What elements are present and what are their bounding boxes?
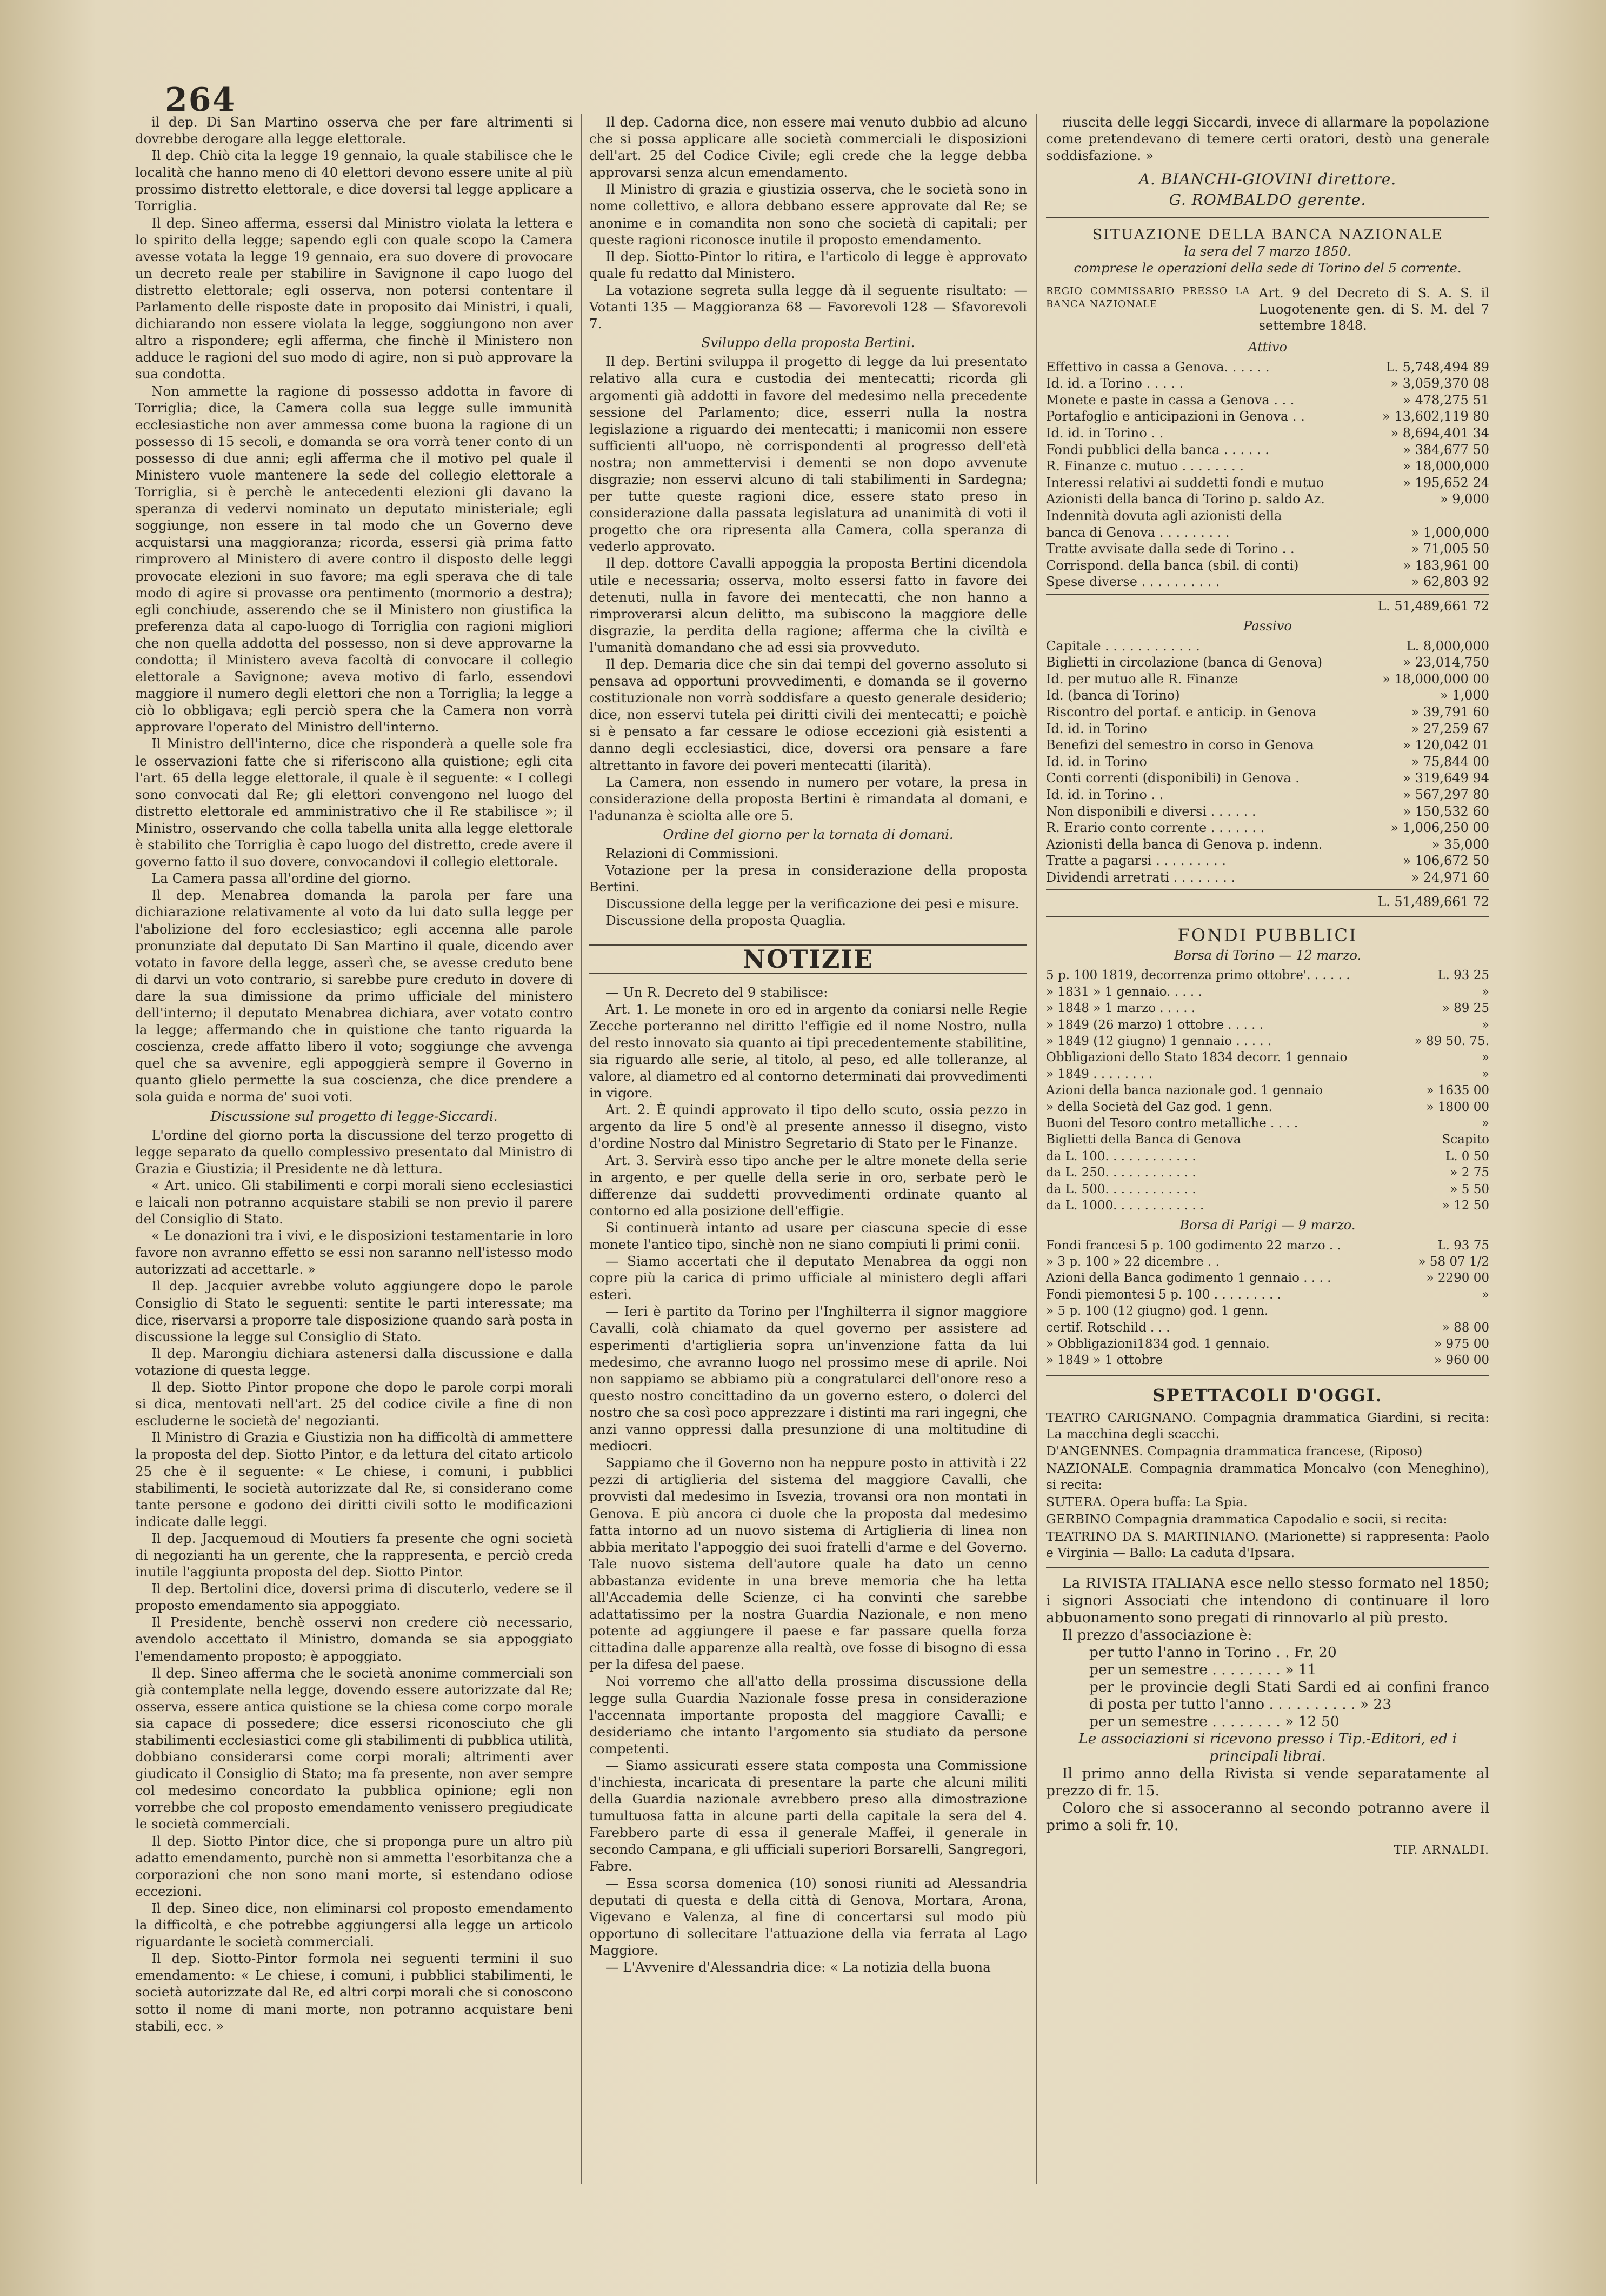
- divider: [1046, 217, 1489, 218]
- attivo-row-label: Corrispond. della banca (sbil. di conti): [1046, 557, 1299, 573]
- attivo-heading: Attivo: [1248, 339, 1287, 355]
- notizie-paragraph: — L'Avvenire d'Alessandria dice: « La notizia della buona: [605, 1959, 991, 1975]
- passivo-row-label: Riscontro del portaf. e anticip. in Genova: [1046, 704, 1317, 720]
- torino-row-value: »: [1481, 1017, 1489, 1032]
- report-paragraph: Ordine del giorno per la tornata di domani.: [663, 826, 954, 842]
- passivo-row-value: » 1,006,250 00: [1390, 820, 1489, 836]
- attivo-row: [1046, 574, 1489, 590]
- passivo-row: [1046, 638, 1489, 655]
- report-paragraph: Relazioni di Commissioni.: [605, 846, 779, 862]
- report-paragraph: Il dep. Siotto-Pintor lo ritira, e l'articolo di legge è approvato quale fu redatto dal Ministero.: [589, 248, 1027, 281]
- attivo-row-label: Azionisti della banca di Torino p. saldo Az.: [1046, 491, 1325, 507]
- parigi-row: [1046, 1352, 1489, 1368]
- report-paragraph: Discussione della proposta Quaglia.: [605, 913, 847, 929]
- torino-row: [1046, 1132, 1489, 1148]
- passivo-row: [1046, 803, 1489, 820]
- attivo-row: [1046, 408, 1489, 425]
- torino-row: [1046, 967, 1489, 983]
- bank-commissioner: REGIO COMMISSARIO PRESSO LA BANCA NAZIONALE: [1046, 285, 1250, 310]
- attivo-row-label: banca di Genova . . . . . . . . .: [1046, 524, 1230, 540]
- parigi-row-value: »: [1481, 1287, 1489, 1302]
- attivo-row: [1046, 458, 1489, 475]
- torino-row-label: » della Società del Gaz god. 1 genn.: [1046, 1100, 1272, 1114]
- torino-row-label: da L. 500. . . . . . . . . . . .: [1046, 1182, 1196, 1196]
- notizie-paragraph: — Ieri è partito da Torino per l'Inghilterra il signor maggiore Cavalli, colà chiamato da quel governo per assistere ad esperimenti d'artiglieria sopra un'invenzione fatta da lui medesimo, che avranno luogo nel prossimo mese di aprile. Noi non sappiamo se abbiamo più a congratularci dell'onore reso a questo nostro concittadino da un governo estero, o dolerci del nostro che sa così poco apprezzare i distinti ma rari ingegni, che anzi vanno oppressi dalla presunzione di una moltitudine di mediocri.: [589, 1303, 1027, 1454]
- passivo-row-value: » 24,971 60: [1411, 869, 1489, 885]
- attivo-row-label: Portafoglio e anticipazioni in Genova . .: [1046, 409, 1305, 424]
- torino-row-label: Buoni del Tesoro contro metalliche . . . .: [1046, 1116, 1298, 1130]
- torino-row-label: da L. 250. . . . . . . . . . . .: [1046, 1166, 1196, 1180]
- borsa-parigi-heading: Borsa di Parigi — 9 marzo.: [1179, 1217, 1356, 1233]
- borsa-torino-heading: Borsa di Torino — 12 marzo.: [1174, 948, 1362, 963]
- spettacolo-item: NAZIONALE. Compagnia drammatica Moncalvo (con Meneghino), si recita:: [1046, 1460, 1489, 1492]
- torino-row-label: da L. 100. . . . . . . . . . . .: [1046, 1149, 1196, 1163]
- attivo-row-value: » 195,652 24: [1403, 475, 1489, 490]
- bank-subtitle: comprese le operazioni della sede di Torino del 5 corrente.: [1074, 261, 1462, 276]
- spettacoli-title: SPETTACOLI D'OGGI.: [1152, 1385, 1383, 1406]
- passivo-row: [1046, 770, 1489, 787]
- passivo-row: [1046, 704, 1489, 721]
- torino-row: [1046, 1066, 1489, 1082]
- column-parliament-notizie: [589, 114, 1027, 2244]
- parigi-row-value: » 58 07 1/2: [1418, 1254, 1489, 1269]
- notizie-section: [589, 984, 1027, 1976]
- parigi-row: [1046, 1237, 1489, 1254]
- passivo-row: [1046, 721, 1489, 737]
- attivo-row-label: Fondi pubblici della banca . . . . . .: [1046, 442, 1269, 457]
- passivo-row-label: Biglietti in circolazione (banca di Genova): [1046, 655, 1323, 670]
- passivo-row-label: Id. per mutuo alle R. Finanze: [1046, 671, 1238, 687]
- report-paragraph: Il dep. Siotto Pintor propone che dopo le parole corpi morali si dica, mentovati nell'art. 25 del codice civile a fine di non escluderne le società de' negozianti.: [135, 1379, 573, 1429]
- attivo-row-label: Spese diverse . . . . . . . . . .: [1046, 574, 1220, 590]
- parigi-row: [1046, 1270, 1489, 1286]
- report-paragraph: Il dep. Sineo dice, non eliminarsi col proposto emendamento la difficoltà, e che potrebbe aggiungersi alla legge un articolo riguardante le società commerciali.: [135, 1900, 573, 1950]
- parigi-row-value: » 88 00: [1442, 1320, 1489, 1335]
- price-line: per un semestre . . . . . . . . » 11: [1089, 1661, 1317, 1678]
- report-paragraph: Discussione della legge per la verificazione dei pesi e misure.: [605, 896, 1019, 912]
- attivo-row-value: » 71,005 50: [1411, 541, 1489, 557]
- parigi-row-value: L. 93 75: [1437, 1238, 1489, 1253]
- passivo-row-value: » 27,259 67: [1411, 721, 1489, 736]
- report-paragraph: Il dep. Jacquier avrebbe voluto aggiungere dopo le parole Consiglio di Stato le seguenti: sentite le parti interessate; ma dice, riservarsi a proporre tale disposizione quando sarà posta in discussione la legge sul Consiglio di Stato.: [135, 1278, 573, 1345]
- attivo-row-value: » 183,961 00: [1403, 557, 1489, 573]
- spettacoli-list: [1046, 1409, 1489, 1561]
- report-paragraph: Discussione sul progetto di legge-Siccardi.: [210, 1108, 498, 1124]
- report-paragraph: Il dep. Bertini sviluppa il progetto di legge da lui presentato relativo alla cura e custodia dei mentecatti; ricorda gli argomenti già addotti in favore del medesimo nella precedente sessione del Parlamento; dice, esserri nulla la nostra legislazione a riguardo dei mentecatti; i manicomii non essere sufficienti all'uopo, nè corrispondenti al progresso dell'età nostra; non ammettervisi i dementi se non dopo avvenute disgrazie; non esservi alcuno di tali stabilimenti in Sardegna; per tutte queste ragioni dice, essere stato preso in considerazione dalla passata legislatura ad unanimità di voti il progetto che ora ripresenta alla Camera, colla speranza di vederlo approvato.: [589, 354, 1027, 555]
- report-paragraph: Il dep. Menabrea domanda la parola per fare una dichiarazione relativamente al voto da lui dato sulla legge per l'abolizione del foro ecclesiastico; egli accenna alle parole pronunziate dal deputato Di San Martino il quale, dicendo aver votato in favore della legge, asserì che, se avesse creduto bene di darvi un voto contrario, si sarebbe pure creduto in dovere di dare la sua dimissione da primo ufficiale del ministero dell'interno; il deputato Menabrea dichiara, aver votato contro la legge; affermando che in quistione che tanto riguarda la coscienza, crede affatto libero il voto; soggiunge che avvenga quel che sa avvenire, egli appoggierà sempre il Governo in quanto glielo permette la sua coscienza, che dice prendere a sola guida e norma de' suoi voti.: [135, 887, 573, 1105]
- parigi-row-label: » 3 p. 100 » 22 dicembre . .: [1046, 1254, 1220, 1269]
- notizie-paragraph: — Siamo accertati che il deputato Menabrea da oggi non copre più la carica di primo ufficiale al ministero degli affari esteri.: [589, 1253, 1027, 1303]
- torino-row-label: Biglietti della Banca di Genova: [1046, 1133, 1241, 1147]
- passivo-row-value: L. 8,000,000: [1406, 638, 1489, 654]
- torino-row: [1046, 1000, 1489, 1016]
- notizie-paragraph: Art. 3. Servirà esso tipo anche per le altre monete della serie in argento, e per quelle della serie in oro, serbate però le differenze dai suddetti provvedimenti ordinate quanto al contorno ed alla posizione dell'effigie.: [589, 1152, 1027, 1219]
- rivista-first-year: Il primo anno della Rivista si vende separatamente al prezzo di fr. 15.: [1046, 1765, 1489, 1799]
- attivo-row: [1046, 541, 1489, 557]
- column-divider: [1036, 114, 1037, 2184]
- attivo-row: [1046, 557, 1489, 574]
- parigi-row-label: certif. Rotschild . . .: [1046, 1320, 1170, 1335]
- torino-row-value: » 2 75: [1450, 1166, 1489, 1180]
- bank-title: SITUAZIONE DELLA BANCA NAZIONALE: [1092, 227, 1443, 244]
- column-bank-market: [1046, 114, 1489, 2222]
- attivo-row: [1046, 392, 1489, 409]
- attivo-table: [1046, 359, 1489, 590]
- passivo-row: [1046, 654, 1489, 671]
- passivo-row-label: R. Erario conto corrente . . . . . . .: [1046, 820, 1265, 836]
- report-paragraph: « Le donazioni tra i vivi, e le disposizioni testamentarie in loro favore non avranno effetto se essi non saranno nell'istesso modo autorizzati ad accettarle. »: [135, 1228, 573, 1277]
- attivo-row-label: Monete e paste in cassa a Genova . . .: [1046, 392, 1295, 408]
- avvenire-quote-end: riuscita delle leggi Siccardi, invece di allarmare la popolazione come pretendevano di temere certi oratori, destò una generale soddisfazione. »: [1046, 114, 1489, 164]
- price-line: per tutto l'anno in Torino . . Fr. 20: [1089, 1643, 1337, 1661]
- torino-row-value: L. 0 50: [1445, 1149, 1489, 1163]
- parigi-row-label: Azioni della Banca godimento 1 gennaio . . . .: [1046, 1271, 1331, 1286]
- attivo-row: [1046, 524, 1489, 541]
- report-paragraph: Votazione per la presa in considerazione della proposta Bertini.: [589, 862, 1027, 895]
- passivo-total: L. 51,489,661 72: [1377, 894, 1489, 909]
- attivo-total-row: [1046, 594, 1489, 615]
- torino-row-value: » 1800 00: [1426, 1100, 1489, 1114]
- column-parliament-report: [135, 114, 573, 2244]
- torino-row-value: » 1635 00: [1426, 1083, 1489, 1098]
- torino-row-value: »: [1481, 1067, 1489, 1081]
- torino-row-value: »: [1481, 1050, 1489, 1065]
- column-divider: [581, 114, 582, 2184]
- spettacolo-item: TEATRINO DA S. MARTINIANO. (Marionette) si rappresenta: Paolo e Virginia — Ballo: La caduta d'Ipsara.: [1046, 1528, 1489, 1560]
- divider: [1046, 1375, 1489, 1376]
- report-paragraph: Il dep. Marongiu dichiara astenersi dalla discussione e dalla votazione di questa legge.: [135, 1345, 573, 1378]
- report-paragraph: La Camera, non essendo in numero per votare, la presa in considerazione della proposta Bertini è rimandata al domani, e l'adunanza è sciolta alle ore 5.: [589, 774, 1027, 823]
- torino-row: [1046, 984, 1489, 1000]
- passivo-row-value: » 120,042 01: [1403, 737, 1489, 753]
- parigi-row-label: Fondi piemontesi 5 p. 100 . . . . . . . . .: [1046, 1287, 1282, 1302]
- parigi-row-value: » 975 00: [1434, 1336, 1489, 1351]
- attivo-row-label: Interessi relativi ai suddetti fondi e mutuo: [1046, 475, 1324, 490]
- torino-row: [1046, 1033, 1489, 1049]
- page-number: 264: [165, 81, 236, 119]
- report-paragraph: Il Ministro di grazia e giustizia osserva, che le società sono in nome collettivo, e allora debbano essere approvate dal Re; se anonime e in comandita non sono che società di capitali; per queste ragioni riconosce inutile il proposto emendamento.: [589, 181, 1027, 248]
- parigi-row-value: » 2290 00: [1426, 1271, 1489, 1286]
- attivo-row: [1046, 442, 1489, 458]
- rivista-notice: [1046, 1575, 1489, 1834]
- attivo-row: [1046, 375, 1489, 392]
- passivo-row-label: Dividendi arretrati . . . . . . . .: [1046, 869, 1236, 885]
- attivo-row-value: » 13,602,119 80: [1382, 409, 1489, 424]
- attivo-row-label: Id. id. in Torino . .: [1046, 425, 1164, 441]
- parliament-report-continued: [589, 114, 1027, 929]
- report-paragraph: Il dep. Siotto-Pintor formola nei seguenti termini il suo emendamento: « Le chiese, i comuni, i pubblici stabilimenti, le società autorizzate dal Re, ed altri corpi morali che si conoscono sotto il nome di mani morte, non potranno acquistare beni stabili, ecc. »: [135, 1951, 573, 2034]
- torino-row-value: Scapito: [1442, 1133, 1489, 1147]
- torino-row: [1046, 1197, 1489, 1214]
- passivo-row-value: » 35,000: [1431, 836, 1489, 852]
- passivo-row-label: Id. (banca di Torino): [1046, 688, 1180, 703]
- passivo-row-label: Tratte a pagarsi . . . . . . . . .: [1046, 853, 1226, 869]
- report-paragraph: Il Ministro di Grazia e Giustizia non ha difficoltà di ammettere la proposta del dep. Siotto Pintor, e da lettura del citato articolo 25 che è il seguente: « Le chiese, i comuni, i pubblici stabilimenti, le società autorizzate dal Re, si considerano come tante persone e godono dei diritti civili sotto le modificazioni indicate dalle leggi.: [135, 1429, 573, 1529]
- passivo-row: [1046, 869, 1489, 886]
- notizie-paragraph: Art. 2. È quindi approvato il tipo dello scuto, ossia pezzo in argento da lire 5 ond'è al presente annesso il disegno, visto d'ordine Nostro dal Ministro Segretario di Stato per le Finanze.: [589, 1102, 1027, 1152]
- torino-row-value: » 89 50. 75.: [1414, 1034, 1489, 1048]
- report-paragraph: Il Presidente, benchè osservi non credere ciò necessario, avendolo accettato il Ministro, domanda se sia appoggiato l'emendamento proposto; è appoggiato.: [135, 1614, 573, 1664]
- attivo-row-label: Indennità dovuta agli azionisti della: [1046, 508, 1282, 523]
- notizie-paragraph: Noi vorremo che all'atto della prossima discussione della legge sulla Guardia Nazionale fosse presa in considerazione l'accennata importante proposta del maggiore Cavalli; e desideriamo che intanto l'argomento sia studiato da persone competenti.: [589, 1673, 1027, 1756]
- price-line: per le provincie degli Stati Sardi ed ai confini franco di posta per tutto l'anno . . . . . . . . . . » 23: [1089, 1678, 1489, 1713]
- bank-date: la sera del 7 marzo 1850.: [1184, 244, 1351, 259]
- parigi-row-label: » 5 p. 100 (12 giugno) god. 1 genn.: [1046, 1304, 1269, 1319]
- passivo-row-value: » 75,844 00: [1411, 754, 1489, 769]
- report-paragraph: L'ordine del giorno porta la discussione del terzo progetto di legge separato da quello complessivo presentato dal Ministro di Grazia e Giustizia; il Presidente ne dà lettura.: [135, 1127, 573, 1176]
- passivo-table: [1046, 638, 1489, 886]
- parigi-row-label: » 1849 » 1 ottobre: [1046, 1353, 1163, 1368]
- report-paragraph: Sviluppo della proposta Bertini.: [701, 335, 915, 351]
- rivista-prices: [1046, 1644, 1489, 1731]
- price-line: per un semestre . . . . . . . . » 12 50: [1089, 1713, 1340, 1730]
- torino-row-value: » 5 50: [1450, 1182, 1489, 1196]
- report-paragraph: Il Ministro dell'interno, dice che risponderà a quelle sole fra le osservazioni fatte che si riferiscono alla quistione; egli cita l'art. 65 della legge elettorale, il quale è il seguente: « I collegi sono convocati dal Re; gli elettori convengono nel luogo del distretto elettorale ed amministrativo che il Re stabilisce »; il Ministro, osservando che colla tabella unita alla legge elettorale è stabilito che Torriglia è capo luogo del distretto, crede avere il governo fatto il suo dovere, convocandovi il collegio elettorale.: [135, 736, 573, 870]
- attivo-total: L. 51,489,661 72: [1377, 598, 1489, 614]
- passivo-row: [1046, 671, 1489, 688]
- passivo-row-label: Azionisti della banca di Genova p. indenn.: [1046, 836, 1323, 852]
- report-paragraph: Il dep. Siotto Pintor dice, che si proponga pure un altro più adatto emendamento, purchè non si ammetta l'esorbitanza che a corporazioni che non sono mani morte, si estendano odiose eccezioni.: [135, 1833, 573, 1899]
- report-paragraph: Il dep. Demaria dice che sin dai tempi del governo assoluto si pensava ad opportuni provvedimenti, e domanda se il governo costituzionale non vorrà soddisfare a questo generale desiderio; dice, non esservi tutela pei diritti civili dei mentecatti; e poichè si è pensato a far cessare le odiose eccezioni già esistenti a danno degli ecclesiastici, dice, doversi ora pensare a fare altrettanto in favore dei poveri mentecatti (ilarità).: [589, 656, 1027, 773]
- rivista-offer: Coloro che si assoceranno al secondo potranno avere il primo a soli fr. 10.: [1046, 1799, 1489, 1834]
- fondi-title: FONDI PUBBLICI: [1177, 925, 1358, 946]
- passivo-row-value: » 319,649 94: [1403, 770, 1489, 786]
- report-paragraph: « Art. unico. Gli stabilimenti e corpi morali sieno ecclesiastici e laicali non potranno acquistare stabili se non previo il parere del Consiglio di Stato.: [135, 1177, 573, 1227]
- passivo-row-value: » 23,014,750: [1403, 655, 1489, 670]
- notizie-paragraph: Si continuerà intanto ad usare per ciascuna specie di esse monete l'antico tipo, sinchè non ne siano compiuti li primi conii.: [589, 1219, 1027, 1252]
- passivo-row: [1046, 754, 1489, 770]
- notizie-heading: NOTIZIE: [589, 944, 1027, 974]
- report-paragraph: La votazione segreta sulla legge dà il seguente risultato: — Votanti 135 — Maggioranza 68 — Favorevoli 128 — Sfavorevoli 7.: [589, 282, 1027, 332]
- attivo-row: [1046, 508, 1489, 524]
- torino-row-value: » 89 25: [1442, 1001, 1489, 1016]
- torino-row-label: » 1849 . . . . . . . .: [1046, 1067, 1152, 1081]
- attivo-row-value: » 1,000,000: [1411, 524, 1489, 540]
- attivo-row-value: » 62,803 92: [1411, 574, 1489, 590]
- attivo-row: [1046, 359, 1489, 376]
- parigi-row: [1046, 1254, 1489, 1270]
- report-paragraph: Il dep. dottore Cavalli appoggia la proposta Bertini dicendola utile e necessaria; osserva, molto essersi fatto in favore dei detenuti, nulla in favore dei mentecatti, che non hanno a rimproverarsi alcun delitto, ma subiscono la maggiore delle disgrazie, la perdita della ragione; afferma che la civiltà e l'umanità domandano che ad essi sia provveduto.: [589, 555, 1027, 655]
- spettacolo-item: GERBINO Compagnia drammatica Capodalio e socii, si recita:: [1046, 1511, 1448, 1527]
- passivo-row-value: » 150,532 60: [1403, 803, 1489, 819]
- attivo-row-label: Tratte avvisate dalla sede di Torino . .: [1046, 541, 1295, 557]
- attivo-row-value: » 478,275 51: [1403, 392, 1489, 408]
- report-paragraph: Il dep. Bertolini dice, doversi prima di discuterlo, vedere se il proposto emendamento sia appoggiato.: [135, 1581, 573, 1614]
- attivo-row-label: Effettivo in cassa a Genova. . . . . .: [1046, 359, 1270, 375]
- torino-row-value: »: [1481, 984, 1489, 999]
- attivo-row-value: [1373, 508, 1489, 524]
- passivo-row-value: » 567,297 80: [1403, 787, 1489, 802]
- director-credit: A. BIANCHI-GIOVINI direttore.: [1138, 170, 1397, 189]
- attivo-row-label: R. Finanze c. mutuo . . . . . . . .: [1046, 458, 1244, 474]
- report-paragraph: Il dep. Sineo afferma che le società anonime commerciali son già contemplate nella legge, dovendo essere autorizzate dal Re; osserva, essere antica quistione se la chiesa come corpo morale sia capace di possedere; dice essersi riconosciuto che gli stabilimenti ecclesiastici come gli stabilimenti di pubblica utilità, dobbiano considerarsi come corpi morali; altrimenti aver giudicato il Consiglio di Stato; ma fa presente, non aver sempre col medesimo concordato la pubblica opinione; egli non vorrebbe che col proposto emendamento venissero pregiudicate le società commerciali.: [135, 1665, 573, 1832]
- notizie-paragraph: Sappiamo che il Governo non ha neppure posto in attività i 22 pezzi di artiglieria del sistema del maggiore Cavalli, che provvisti dal medesimo in Isvezia, trovansi ora non montati in Genova. E più ancora ci duole che la proposta dal medesimo fatta intorno ad un nuovo sistema di Artiglieria di linea non abbia meritato l'appoggio dei suoi fratelli d'arme e del Governo. Tale nuovo sistema dell'autore quale ha dato un cenno abbastanza evidente in una breve memoria che ha letta all'Accademia delle Scienze, ci ha convinti che sarebbe adattatissimo per la nostra Guardia Nazionale, e non meno potente ad aggiungere il paese e far passare quella forza cittadina dalle apparenze alla realtà, ove fosse di bisogno di essa per la difesa del paese.: [589, 1455, 1027, 1673]
- torino-row-label: » 1831 » 1 gennaio. . . . .: [1046, 984, 1202, 999]
- report-paragraph: La Camera passa all'ordine del giorno.: [151, 870, 411, 887]
- manager-credit: G. ROMBALDO gerente.: [1169, 191, 1367, 209]
- torino-row: [1046, 1099, 1489, 1115]
- report-paragraph: Non ammette la ragione di possesso addotta in favore di Torriglia; dice, la Camera colla sua legge sulle immunità ecclesiastiche non aver ammessa come buona la ragione di un possesso di 15 secoli, e domanda se ora vorrà tener conto di un possesso di due anni; egli afferma che il motivo pel quale il Ministero vuole mantenere la sede del collegio elettorale a Torriglia, si è perchè le antecedenti elezioni gli davano la speranza di vedervi nominato un deputato ministeriale; egli soggiunge, non essere in tal modo che un Governo deve acquistarsi una maggioranza; ricorda, essersi già prima fatto rimprovero al Ministero di avere contro il disposto delle leggi provocate elezioni in suo favore; ma egli sperava che di tale modo di agire si provasse ora pentimento (mormorio a destra); egli conchiude, asserendo che se il Ministero non giustifica la preferenza data al capo-luogo di Torriglia con ragioni migliori che non quella addotta del possesso, non si deve approvarne la condotta; il Ministero aveva facoltà di convocare il collegio elettorale a Savignone; aveva motivo di farlo, essendovi maggiore il numero degli elettori che non a Torriglia; la legge a ciò lo obbligava; egli perciò spera che la Camera non vorrà approvare l'operato del Ministro dell'interno.: [135, 383, 573, 735]
- torino-row: [1046, 1017, 1489, 1033]
- borsa-torino-table: [1046, 967, 1489, 1214]
- passivo-row: [1046, 787, 1489, 803]
- notizie-paragraph: — Siamo assicurati essere stata composta una Commissione d'inchiesta, incaricata di presentare la parte che alcuni militi della Guardia nazionale avrebbero preso alla dimostrazione tumultuosa fatta in alcune parti della capitale la sera del 4. Farebbero parte di essa il generale Maffei, il generale in secondo Campana, e gli ufficiali superiori Borsarelli, Sangregori, Fabre.: [589, 1757, 1027, 1874]
- passivo-row-label: Id. id. in Torino . .: [1046, 787, 1164, 802]
- borsa-parigi-table: [1046, 1237, 1489, 1369]
- spettacolo-item: D'ANGENNES. Compagnia drammatica francese, (Riposo): [1046, 1443, 1423, 1459]
- torino-row: [1046, 1082, 1489, 1099]
- report-paragraph: il dep. Di San Martino osserva che per fare altrimenti si dovrebbe derogare alla legge elettorale.: [135, 114, 573, 147]
- spettacolo-item: TEATRO CARIGNANO. Compagnia drammatica Giardini, si recita: La macchina degli scacchi.: [1046, 1409, 1489, 1441]
- torino-row: [1046, 1148, 1489, 1164]
- parigi-row: [1046, 1336, 1489, 1352]
- passivo-row-label: Conti correnti (disponibili) in Genova .: [1046, 770, 1300, 786]
- torino-row: [1046, 1049, 1489, 1066]
- torino-row-label: Azioni della banca nazionale god. 1 gennaio: [1046, 1083, 1323, 1098]
- parigi-row-label: Fondi francesi 5 p. 100 godimento 22 marzo . .: [1046, 1238, 1341, 1253]
- passivo-row-value: » 18,000,000 00: [1382, 671, 1489, 687]
- passivo-row: [1046, 836, 1489, 853]
- torino-row-value: » 12 50: [1442, 1199, 1489, 1213]
- rivista-intro: La RIVISTA ITALIANA esce nello stesso formato nel 1850; i signori Associati che intendono di continuare il loro abbuonamento sono pregati di rinnovarlo al più presto.: [1046, 1574, 1489, 1626]
- attivo-row-value: » 3,059,370 08: [1390, 376, 1489, 391]
- passivo-row-label: Id. id. in Torino: [1046, 721, 1147, 736]
- parigi-row: [1046, 1320, 1489, 1336]
- bank-decree: Art. 9 del Decreto di S. A. S. il Luogotenente gen. di S. M. del 7 settembre 1848.: [1258, 285, 1489, 333]
- torino-row-label: » 1848 » 1 marzo . . . . .: [1046, 1001, 1196, 1016]
- torino-row-value: »: [1481, 1116, 1489, 1130]
- torino-row: [1046, 1115, 1489, 1132]
- passivo-row-label: Benefizi del semestro in corso in Genova: [1046, 737, 1314, 753]
- torino-row-value: L. 93 25: [1437, 968, 1489, 983]
- rivista-price-title: Il prezzo d'associazione è:: [1062, 1626, 1252, 1643]
- torino-row: [1046, 1181, 1489, 1197]
- report-paragraph: Il dep. Chiò cita la legge 19 gennaio, la quale stabilisce che le località che hanno meno di 40 elettori devono essere unite al più prossimo distretto elettorale, e dice doversi tal legge applicare a Torriglia.: [135, 148, 573, 214]
- torino-row-label: » 1849 (12 giugno) 1 gennaio . . . . .: [1046, 1034, 1272, 1048]
- passivo-row-value: » 1,000: [1440, 688, 1489, 703]
- passivo-row: [1046, 687, 1489, 704]
- spettacolo-item: SUTERA. Opera buffa: La Spia.: [1046, 1494, 1248, 1509]
- report-paragraph: Il dep. Jacquemoud di Moutiers fa presente che ogni società di negozianti ha un gerente, che la rappresenta, e perciò creda inutile l'aggiunta proposta del dep. Siotto Pintor.: [135, 1530, 573, 1580]
- parigi-row: [1046, 1287, 1489, 1303]
- passivo-heading: Passivo: [1243, 618, 1292, 634]
- divider: [1046, 916, 1489, 917]
- report-paragraph: Il dep. Cadorna dice, non essere mai venuto dubbio ad alcuno che si possa applicare alle società commerciali le disposizioni dell'art. 25 del Codice Civile; egli crede che la legge debba approvarsi senza alcun emendamento.: [589, 114, 1027, 181]
- attivo-row-label: Id. id. a Torino . . . . .: [1046, 376, 1184, 391]
- torino-row-label: da L. 1000. . . . . . . . . . . .: [1046, 1199, 1204, 1213]
- report-paragraph: Il dep. Sineo afferma, essersi dal Ministro violata la lettera e lo spirito della legge; sapendo egli con quale scopo la Camera avesse votata la legge 19 gennaio, era suo dovere di provocare un decreto reale per stabilire in Savignone il capo luogo del distretto elettorale; egli osserva, non potersi contentare il Parlamento delle risposte date in proposito dai Ministri, i quali, dichiarando non essere violata la legge, soggiungono non aver altro a rispondere; egli afferma, che finchè il Ministero non adduce le ragioni del suo modo di agire, non si può approvare la sua condotta.: [135, 215, 573, 382]
- passivo-row-label: Capitale . . . . . . . . . . . .: [1046, 638, 1200, 654]
- torino-row-label: 5 p. 100 1819, decorrenza primo ottobre'. . . . . .: [1046, 968, 1350, 983]
- attivo-row: [1046, 491, 1489, 508]
- attivo-row: [1046, 425, 1489, 442]
- attivo-row-value: » 8,694,401 34: [1390, 425, 1489, 441]
- printer-credit: TIP. ARNALDI.: [1394, 1843, 1489, 1857]
- notizie-paragraph: — Essa scorsa domenica (10) sonosi riuniti ad Alessandria deputati di questa e della città di Genova, Mortara, Arona, Vigevano e Valenza, al fine di concertarsi sul modo più opportuno di sollecitare l'attuazione della via ferrata al Lago Maggiore.: [589, 1875, 1027, 1958]
- passivo-row: [1046, 820, 1489, 836]
- parigi-row-label: » Obbligazioni1834 god. 1 gennaio.: [1046, 1336, 1270, 1351]
- passivo-row-value: » 39,791 60: [1411, 704, 1489, 720]
- passivo-row-label: Id. id. in Torino: [1046, 754, 1147, 769]
- attivo-row-value: » 18,000,000: [1403, 458, 1489, 474]
- parigi-row-value: » 960 00: [1434, 1353, 1489, 1368]
- passivo-total-row: [1046, 889, 1489, 910]
- attivo-row-value: » 384,677 50: [1403, 442, 1489, 457]
- passivo-row: [1046, 737, 1489, 754]
- attivo-row-value: L. 5,748,494 89: [1385, 359, 1489, 375]
- torino-row: [1046, 1164, 1489, 1181]
- passivo-row: [1046, 853, 1489, 869]
- torino-row-label: » 1849 (26 marzo) 1 ottobre . . . . .: [1046, 1017, 1264, 1032]
- notizie-paragraph: Art. 1. Le monete in oro ed in argento da coniarsi nelle Regie Zecche porteranno nel diritto l'effigie ed il nome Nostro, nulla del resto innovato sia quanto ai tipi precedentemente stabilitine, sia riguardo alle serie, al titolo, al peso, ed alle tolleranze, al valore, al diametro ed al contorno determinati dai provvedimenti in vigore.: [589, 1001, 1027, 1101]
- torino-row-label: Obbligazioni dello Stato 1834 decorr. 1 gennaio: [1046, 1050, 1348, 1065]
- parigi-row: [1046, 1303, 1489, 1319]
- passivo-row-value: » 106,672 50: [1403, 853, 1489, 869]
- passivo-row-label: Non disponibili e diversi . . . . . .: [1046, 803, 1256, 819]
- notizie-paragraph: — Un R. Decreto del 9 stabilisce:: [605, 984, 828, 1000]
- divider: [1046, 1567, 1489, 1568]
- rivista-note: Le associazioni si ricevono presso i Tip.-Editori, ed i principali librai.: [1078, 1730, 1457, 1765]
- attivo-row: [1046, 475, 1489, 491]
- parigi-row-value: [1397, 1303, 1489, 1319]
- attivo-row-value: » 9,000: [1440, 491, 1489, 507]
